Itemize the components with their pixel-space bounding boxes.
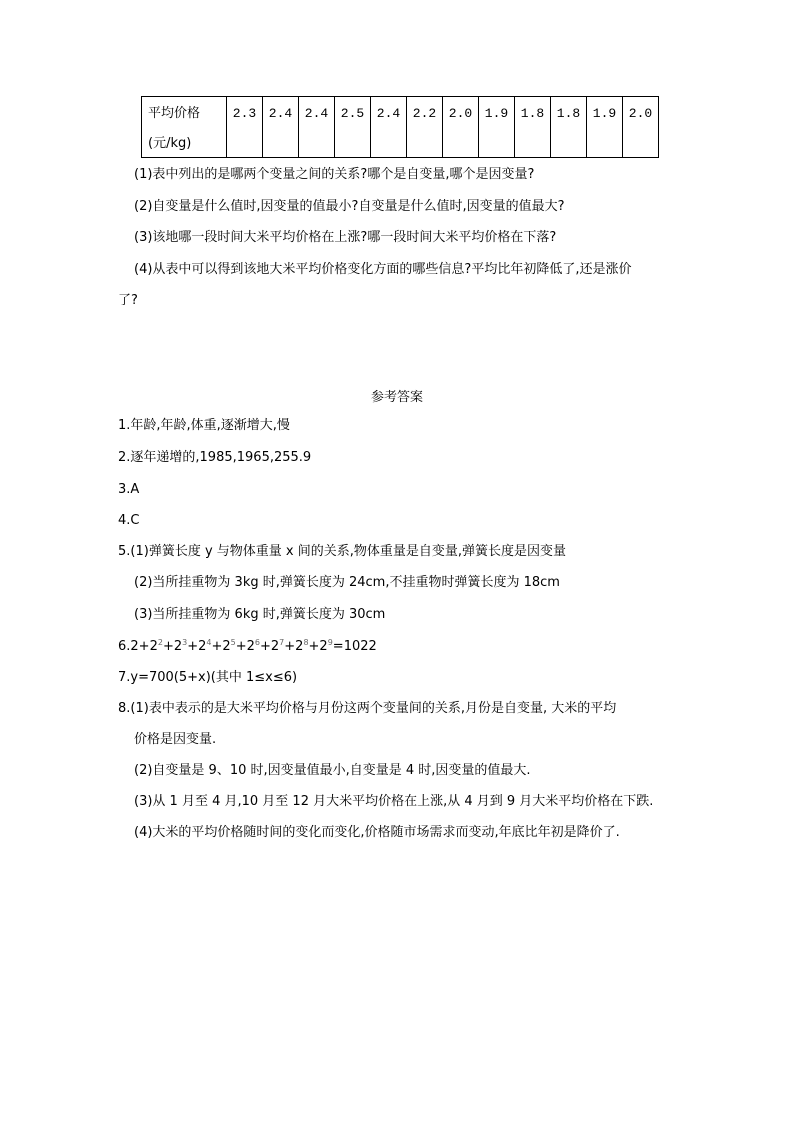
table-cell: 2.0 [443,97,479,158]
table-cell: 2.4 [371,97,407,158]
answer-4: 4.C [118,513,140,528]
table-row-header [142,97,227,158]
table-cell: 1.9 [479,97,515,158]
table-cell: 1.8 [551,97,587,158]
rice-price-table [141,96,659,158]
answer-3: 3.A [118,482,140,497]
table-cell: 1.8 [515,97,551,158]
answer-8-1-cont: 价格是因变量. [134,732,217,747]
header-unit: (元/kg) [148,136,192,151]
answer-1: 1.年龄,年龄,体重,逐渐增大,慢 [118,418,290,433]
answer-8-2: (2)自变量是 9、10 时,因变量值最小,自变量是 4 时,因变量的值最大. [134,763,531,778]
question-4: (4)从表中可以得到该地大米平均价格变化方面的哪些信息?平均比年初降低了,还是涨价 [134,262,632,277]
answer-7: 7.y=700(5+x)(其中 1≤x≤6) [118,670,298,685]
question-4-cont: 了? [118,293,138,308]
table-cell: 2.3 [227,97,263,158]
table-cell: 2.2 [407,97,443,158]
table-cell: 2.5 [335,97,371,158]
question-3: (3)该地哪一段时间大米平均价格在上涨?哪一段时间大米平均价格在下落? [134,230,557,245]
question-1: (1)表中列出的是哪两个变量之间的关系?哪个是自变量,哪个是因变量? [134,167,535,182]
answer-5-1: 5.(1)弹簧长度 y 与物体重量 x 间的关系,物体重量是自变量,弹簧长度是因变量 [118,544,566,559]
answer-5-3: (3)当所挂重物为 6kg 时,弹簧长度为 30cm [134,607,386,622]
header-label: 平均价格 [148,106,201,121]
answer-8-4: (4)大米的平均价格随时间的变化而变化,价格随市场需求而变动,年底比年初是降价了. [134,825,620,840]
answer-8-3: (3)从 1 月至 4 月,10 月至 12 月大米平均价格在上涨,从 4 月到 9 月大米平均价格在下跌. [134,794,654,809]
table-row [142,97,659,158]
answer-6: $6.2+2^2+2^3+2^4+2^5+2^6+2^7+2^8+2^9=1022$ [118,638,377,654]
table-cell: 1.9 [587,97,623,158]
table-cell: 2.4 [263,97,299,158]
table-cell: 2.4 [299,97,335,158]
table-cell: 2.0 [623,97,659,158]
answers-title: 参考答案 [370,390,423,405]
answer-5-2: (2)当所挂重物为 3kg 时,弹簧长度为 24cm,不挂重物时弹簧长度为 18cm [134,575,560,590]
answer-8-1: 8.(1)表中表示的是大米平均价格与月份这两个变量间的关系,月份是自变量, 大米的平均 [118,701,617,716]
answer-2: 2.逐年递增的,1985,1965,255.9 [118,450,312,465]
question-2: (2)自变量是什么值时,因变量的值最小?自变量是什么值时,因变量的值最大? [134,199,565,214]
